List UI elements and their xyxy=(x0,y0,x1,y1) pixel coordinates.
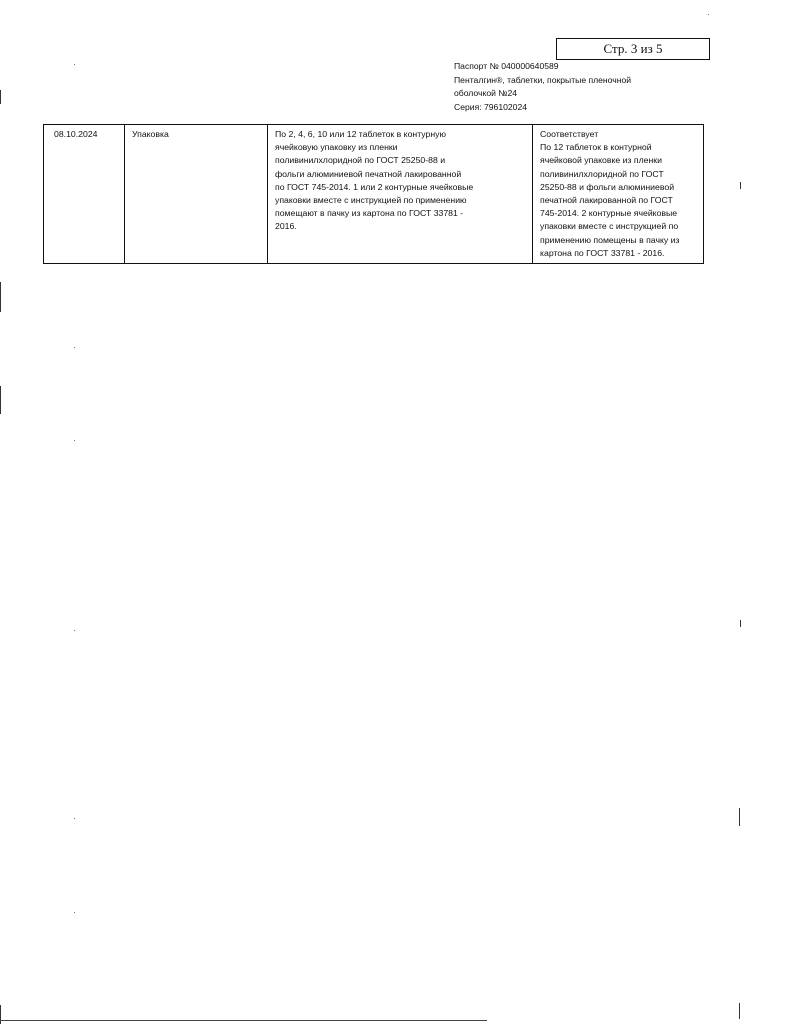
parameter-cell: Упаковка xyxy=(125,125,268,264)
date-cell: 08.10.2024 xyxy=(44,125,125,264)
page-indicator: Стр. 3 из 5 xyxy=(556,38,710,60)
requirement-line: помещают в пачку из картона по ГОСТ 33781 - xyxy=(275,208,464,219)
requirement-cell xyxy=(268,125,533,264)
requirement-line: По 2, 4, 6, 10 или 12 таблеток в контурную xyxy=(275,129,447,139)
result-line: поливинилхлоридной по ГОСТ xyxy=(540,168,664,179)
result-line: По 12 таблеток в контурной xyxy=(540,142,652,153)
product-name-cont: оболочкой №24 xyxy=(454,88,518,98)
scan-mark xyxy=(739,1003,740,1019)
result-cell xyxy=(533,125,704,264)
passport-info xyxy=(454,60,654,114)
scan-speck xyxy=(74,912,75,913)
scan-speck xyxy=(74,64,75,65)
scan-mark xyxy=(0,282,1,312)
result-line: картона по ГОСТ 33781 - 2016. xyxy=(540,247,665,258)
requirement-line: фольги алюминиевой печатной лакированной xyxy=(275,168,462,179)
scan-mark xyxy=(0,386,1,414)
result-line: печатной лакированной по ГОСТ xyxy=(540,195,673,206)
result-line: Соответствует xyxy=(540,129,599,139)
scan-mark xyxy=(0,90,1,104)
requirement-line: ячейковую упаковку из пленки xyxy=(275,142,398,153)
passport-number: Паспорт № 040000640589 xyxy=(454,61,559,71)
scan-mark xyxy=(739,808,740,826)
product-name: Пенталгин®, таблетки, покрытые пленочной xyxy=(454,74,632,85)
requirement-line: по ГОСТ 745-2014. 1 или 2 контурные ячейковые xyxy=(275,181,474,192)
table-row xyxy=(44,125,704,264)
result-line: упаковки вместе с инструкцией по xyxy=(540,221,679,232)
scan-speck xyxy=(74,630,75,631)
requirement-line: 2016. xyxy=(275,221,297,232)
scan-speck xyxy=(74,818,75,819)
test-results-table xyxy=(43,124,704,264)
requirement-line: поливинилхлоридной по ГОСТ 25250-88 и xyxy=(275,155,446,166)
scan-speck xyxy=(708,14,709,15)
result-line: применению помещены в пачку из xyxy=(540,234,680,245)
series-number: Серия: 796102024 xyxy=(454,101,528,112)
scan-speck xyxy=(74,440,75,441)
scan-mark xyxy=(0,1005,1,1024)
requirement-line: упаковки вместе с инструкцией по применению xyxy=(275,195,467,206)
result-line: ячейковой упаковке из пленки xyxy=(540,155,662,166)
result-line: 25250-88 и фольги алюминиевой xyxy=(540,181,675,192)
scan-speck xyxy=(74,347,75,348)
scan-mark xyxy=(740,620,741,627)
result-line: 745-2014. 2 контурные ячейковые xyxy=(540,208,678,219)
scan-mark xyxy=(740,182,741,189)
scan-edge-line xyxy=(0,1020,487,1021)
